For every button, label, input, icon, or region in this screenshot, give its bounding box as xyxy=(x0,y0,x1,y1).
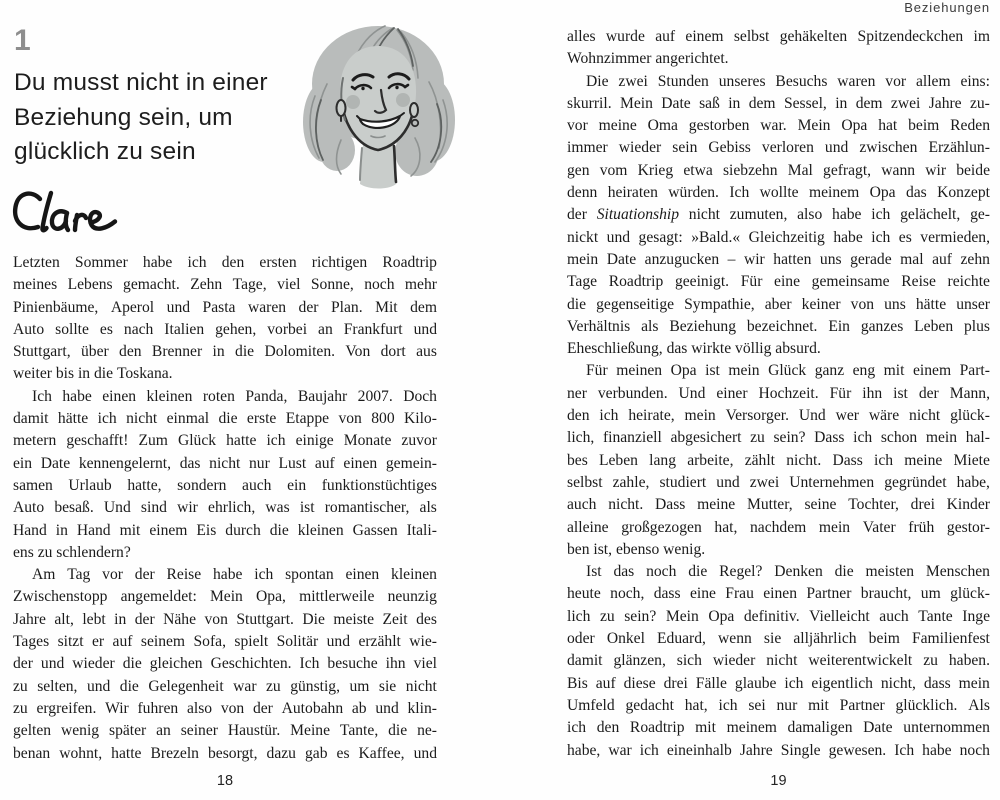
text-line: Pinienbäume, Aperol und Pasta waren der Plan. Mit dem xyxy=(13,298,437,316)
text-line: habe, war ich eineinhalb Jahre Single gewesen. Ich habe noch xyxy=(567,741,990,759)
text-line: Ich habe einen kleinen roten Panda, Baujahr 2007. Doch xyxy=(32,387,437,405)
text-line: Hand in Hand mit einem Eis durch die kleinen Gassen Itali- xyxy=(13,521,437,539)
running-header: Beziehungen xyxy=(904,0,990,15)
text-line: Auto sollte es nach Italien gehen, vorbei an Frankfurt und xyxy=(13,320,437,338)
text-line: Tages sitzt er auf seinem Sofa, spielt Solitär und erzählt wie- xyxy=(13,633,437,651)
text-line: Zwischenstopp angemeldet: Mein Opa, mittlerweile neunzig xyxy=(13,588,437,606)
text-line: mein Date anzugucken – wir hatten uns gerade mal auf zehn xyxy=(567,250,990,268)
text-line: immer wieder sein Gebiss verloren und zwischen Erzählun- xyxy=(567,139,990,157)
text-line: benan wohnt, hatte Brezeln besorgt, dazu gab es Kaffee, und xyxy=(13,744,437,762)
text-line: heute noch, dass eine Frau einen Partner braucht, um glück- xyxy=(567,585,990,603)
text-line: meines Lebens gemacht. Zehn Tage, viel Sonne, noch mehr xyxy=(13,276,437,294)
title-line: Du musst nicht in einer xyxy=(14,69,268,96)
text-line: skurril. Mein Date saß in dem Sessel, in dem zwei Jahre zu- xyxy=(567,94,990,112)
text-line: Jahre alt, lebt in der Nähe von Stuttgart. Die meiste Zeit des xyxy=(13,610,437,628)
title-line: Beziehung sein, um xyxy=(14,103,233,131)
text-line: vor meine Oma gestorben war. Mein Opa hat beim Reden xyxy=(567,117,990,135)
text-line: gelten wenig später an seiner Haustür. Meine Tante, die ne- xyxy=(13,722,437,740)
text-line: Ist das noch die Regel? Denken die meisten Menschen xyxy=(586,563,990,581)
text-line: weiter bis in die Toskana. xyxy=(13,365,173,383)
text-line: bes Leben lang arbeite, zählt nicht. Dass ich meine Miete xyxy=(567,451,990,469)
text-line: Wohnzimmer angerichtet. xyxy=(567,50,729,68)
text-line: Die zwei Stunden unseres Besuchs waren vor allem eins: xyxy=(586,72,990,90)
text-line: Stuttgart, über den Brenner in die Dolomiten. Von dort aus xyxy=(13,343,437,361)
text-line: auch nicht. Dass meine Mutter, seine Tochter, drei Kinder xyxy=(567,496,990,514)
text-line: Am Tag vor der Reise habe ich spontan einen kleinen xyxy=(32,566,437,584)
text-line: nickt und gesagt: »Bald.« Gleichzeitig habe ich es vermieden, xyxy=(567,228,990,246)
text-line: lich, finanziell abgesichert zu sein? Dass ich schon mein hal- xyxy=(567,429,990,447)
text-line: oder Onkel Eduard, wenn sie alljährlich beim Familienfest xyxy=(567,630,990,648)
text-line: Für meinen Opa ist mein Glück ganz eng mit einem Part- xyxy=(586,362,990,380)
chapter-title xyxy=(14,66,314,170)
text-line: die gegenseitige Sympathie, aber keiner von uns hätte unser xyxy=(567,295,990,313)
title-line: glücklich zu sein xyxy=(14,138,196,165)
text-line: selbst zahle, studiert und zwei Unternehmen gegründet habe, xyxy=(567,473,990,491)
text-line: gen vom Krieg etwa siebzehn Mal gefragt, wann wir beide xyxy=(567,161,990,179)
text-line: metern geschafft! Zum Glück hatte ich einige Monate zuvor xyxy=(13,432,437,450)
text-line: Letzten Sommer habe ich den ersten richtigen Roadtrip xyxy=(13,254,437,271)
author-signature xyxy=(10,186,128,244)
text-line: damit glänzen, sich wieder nicht weiterentwickelt zu haben. xyxy=(567,652,990,670)
body-text-right-page xyxy=(567,26,990,762)
text-line: lich zu sein? Mein Opa definitiv. Vielleicht auch Tante Inge xyxy=(567,607,990,625)
text-line: ner verbunden. Und einer Hochzeit. Für ihn ist der Mann, xyxy=(567,384,990,402)
text-line: ich den Roadtrip mit meinem damaligen Date unternommen xyxy=(567,719,990,737)
chapter-number: 1 xyxy=(14,24,31,57)
text-line: Tage Roadtrip geeinigt. Für eine gemeinsame Reise reichte xyxy=(567,273,990,291)
body-text-left-page xyxy=(13,252,437,765)
text-line: Bis auf diese drei Fälle glaube ich eigentlich nicht, dass mein xyxy=(567,674,990,692)
text-line: alleine großgezogen hat, nachdem mein Vater früh gestor- xyxy=(567,518,990,536)
text-line: Verhältnis als Beziehung bezeichnet. Ein ganzes Leben plus xyxy=(567,317,990,335)
text-line: ben ist, ebenso wenig. xyxy=(567,540,706,558)
text-line: Eheschließung, das wirkte völlig absurd. xyxy=(567,340,821,358)
text-line: zu selten, und die Gelegenheit war zu günstig, um sie nicht xyxy=(13,677,437,695)
text-line: alles wurde auf einem selbst gehäkelten Spitzendeckchen im xyxy=(567,28,990,45)
woman-portrait-illustration xyxy=(297,20,459,192)
text-line: ein Date kennengelernt, das nicht nur Lust auf einen gemein- xyxy=(13,454,437,472)
text-line: der und wieder die gleichen Geschichten. Ich besuche ihn viel xyxy=(13,655,437,673)
text-line: den ich heirate, mein Versorger. Und wer wäre nicht glück- xyxy=(567,407,990,425)
page-number-left: 18 xyxy=(216,773,234,789)
text-line: Auto besaß. Und sind wir ehrlich, was ist romantischer, als xyxy=(13,499,437,517)
text-line: samen Urlaub hatte, sondern auch ein funktionstüchtiges xyxy=(13,476,437,494)
text-line: denn heiraten würden. Ich wollte meinem Opa das Konzept xyxy=(567,184,990,202)
text-line: ens zu schlendern? xyxy=(13,543,131,561)
text-line: zu ergreifen. Wir fuhren also von der Autobahn ab und klin- xyxy=(13,699,437,717)
text-line: der Situationship nicht zumuten, also habe ich gelächelt, ge- xyxy=(567,206,990,224)
page-number-right: 19 xyxy=(770,773,787,789)
text-line: Umfeld gedacht hat, ich sei nur mit Partner glücklich. Als xyxy=(567,696,990,714)
text-line: damit hätte ich nicht einmal die erste Etappe von 800 Kilo- xyxy=(13,410,437,428)
